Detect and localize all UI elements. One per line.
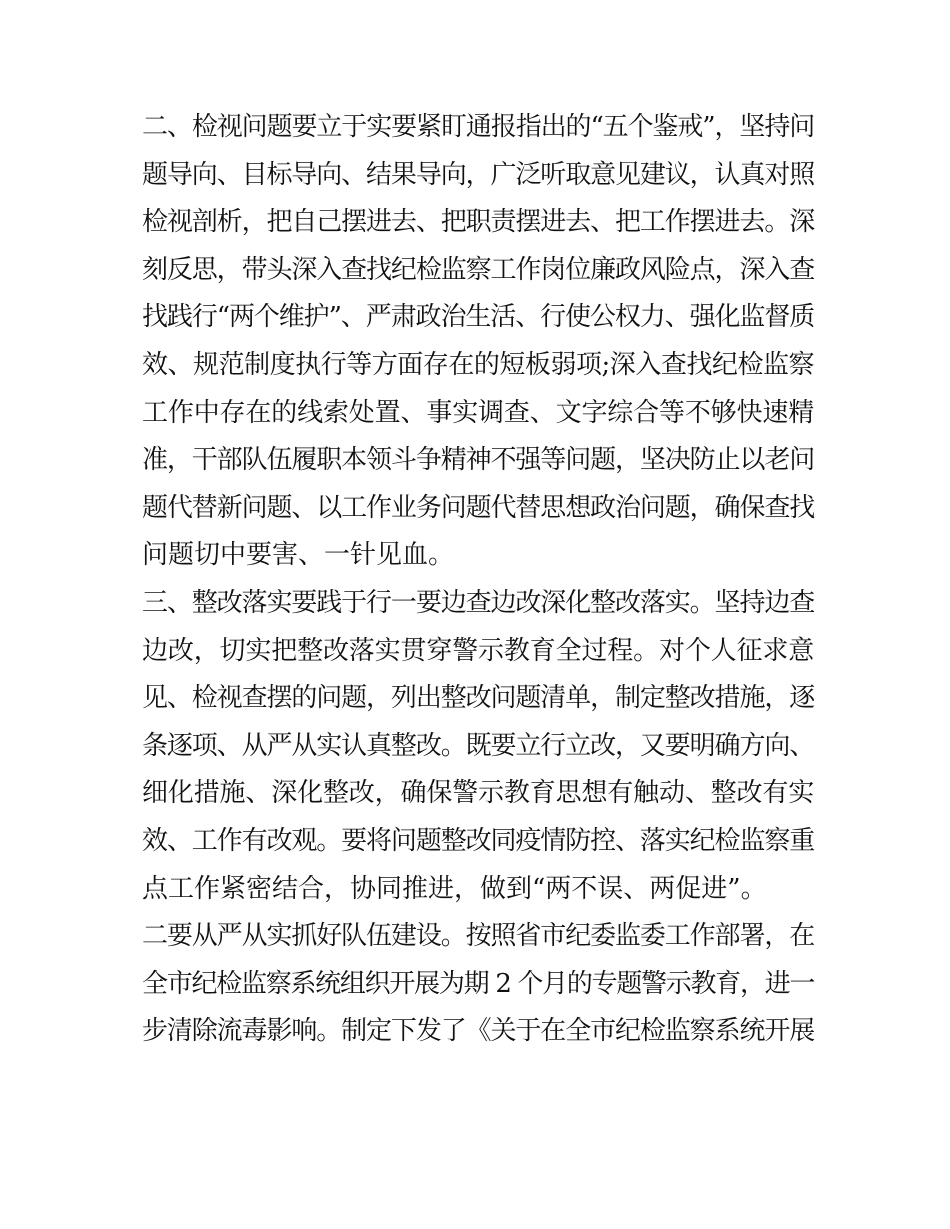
paragraph-3-line-2: 全市纪检监察系统组织开展为期 2 个月的专题警示教育，进一 (142, 968, 814, 999)
paragraph-1-line-6: 效、规范制度执行等方面存在的短板弱项;深入查找纪检监察 (142, 349, 814, 380)
paragraph-2-line-2: 边改，切实把整改落实贯穿警示教育全过程。对个人征求意 (142, 635, 814, 666)
paragraph-2-line-7: 点工作紧密结合，协同推进，做到“两不误、两促进”。 (142, 873, 767, 904)
paragraph-1-line-9: 题代替新问题、以工作业务问题代替思想政治问题，确保查找 (142, 492, 814, 523)
paragraph-1-line-2: 题导向、目标导向、结果导向，广泛听取意见建议，认真对照 (142, 159, 814, 190)
paragraph-2-line-1: 三、整改落实要践于行一要边查边改深化整改落实。坚持边查 (142, 587, 814, 618)
paragraph-1-line-4: 刻反思，带头深入查找纪检监察工作岗位廉政风险点，深入查 (142, 254, 814, 285)
paragraph-1-line-10: 问题切中要害、一针见血。 (142, 540, 455, 571)
paragraph-2-line-4: 条逐项、从严从实认真整改。既要立行立改，又要明确方向、 (142, 730, 814, 761)
paragraph-1-line-7: 工作中存在的线索处置、事实调查、文字综合等不够快速精 (142, 397, 814, 428)
paragraph-3-line-1: 二要从严从实抓好队伍建设。按照省市纪委监委工作部署，在 (142, 921, 814, 952)
paragraph-3-line-3: 步清除流毒影响。制定下发了《关于在全市纪检监察系统开展 (142, 1016, 814, 1047)
document-body (142, 104, 814, 1056)
paragraph-2-line-5: 细化措施、深化整改，确保警示教育思想有触动、整改有实 (142, 778, 814, 809)
paragraph-2-line-6: 效、工作有改观。要将问题整改同疫情防控、落实纪检监察重 (142, 825, 814, 856)
paragraph-1-line-8: 准，干部队伍履职本领斗争精神不强等问题，坚决防止以老问 (142, 445, 814, 476)
paragraph-1-line-5: 找践行“两个维护”、严肃政治生活、行使公权力、强化监督质 (142, 302, 814, 333)
paragraph-2-line-3: 见、检视查摆的问题，列出整改问题清单，制定整改措施，逐 (142, 683, 814, 714)
paragraph-1-line-3: 检视剖析，把自己摆进去、把职责摆进去、把工作摆进去。深 (142, 207, 814, 238)
paragraph-1-line-1: 二、检视问题要立于实要紧盯通报指出的“五个鉴戒”，坚持问 (142, 112, 814, 142)
